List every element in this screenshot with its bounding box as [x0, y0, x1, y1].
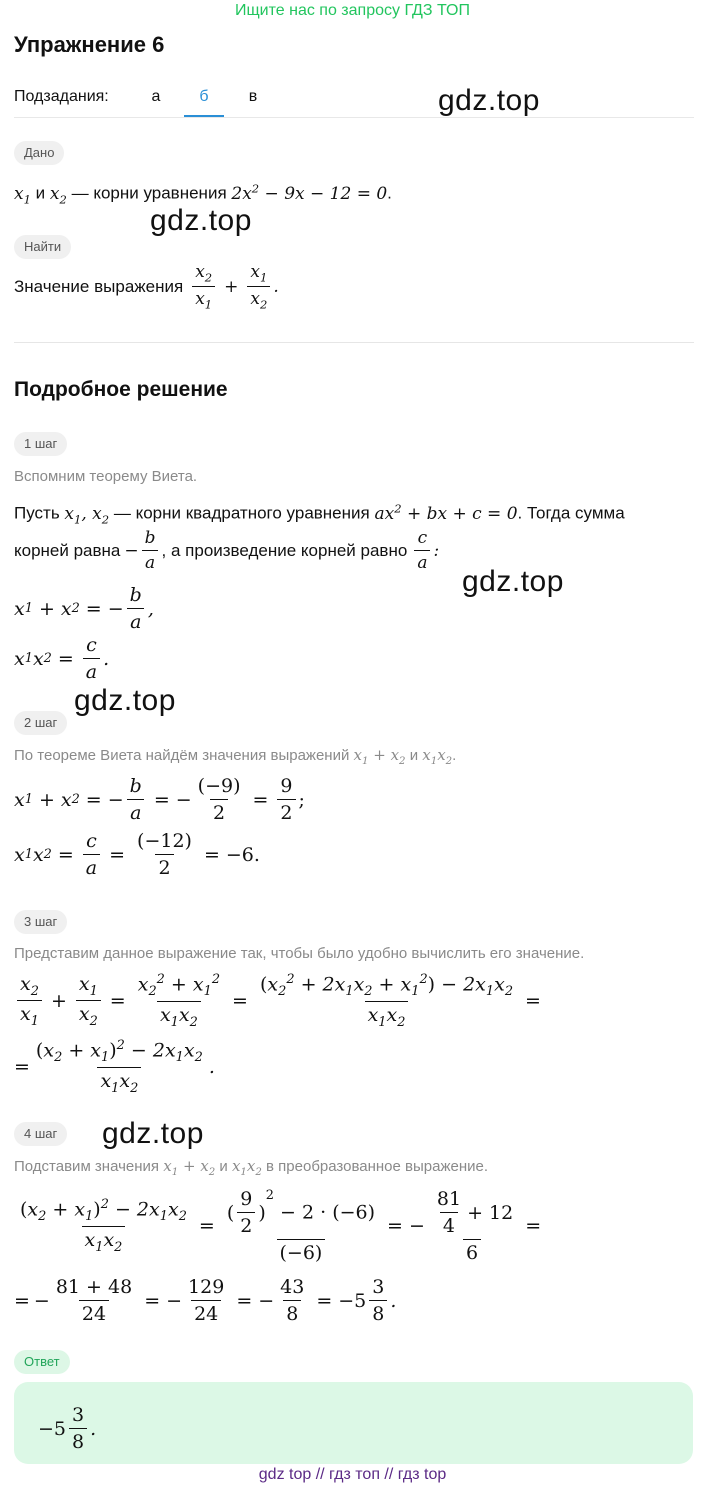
given-tag: Дано — [14, 141, 64, 165]
step-2-hint: По теореме Виета найдём значения выражений $x_1 + x_2$ и $x_1x_2$. — [14, 746, 457, 767]
top-banner: Ищите нас по запросу ГДЗ ТОП — [235, 2, 470, 19]
watermark: gdz.top — [150, 204, 252, 237]
find-description: Значение выражения — [14, 276, 184, 296]
substitution-line-2: = − $\frac{81 + 48}{24}$ = − $\frac{129}{24}$ = − $\frac{43}{8}$ = −5 $\frac{3}{8}$ . — [14, 1276, 397, 1325]
step-4-tag: 4 шаг — [14, 1122, 67, 1146]
answer-box — [14, 1382, 693, 1464]
step-1-line-1: Пусть $x_1$, $x_2$ — корни квадратного уравнения $ax^2$ + bx + c = 0. Тогда сумма — [14, 501, 625, 527]
step-1-hint: Вспомним теорему Виета. — [14, 468, 198, 485]
given-description: — корни уравнения — [71, 183, 227, 203]
solution-title: Подробное решение — [14, 378, 228, 401]
watermark: gdz.top — [462, 565, 564, 598]
step-1-tag: 1 шаг — [14, 432, 67, 456]
find-tag: Найти — [14, 235, 71, 259]
watermark: gdz.top — [74, 684, 176, 717]
watermark: gdz.top — [438, 84, 540, 117]
subtasks-label: Подзадания: — [14, 88, 109, 105]
product-calculation: x 1 x 2 = $\frac{c}{a}$ = $\frac{(-12)}{2}$ = −6. — [14, 830, 260, 879]
step-1-line-2: корней равна − $\frac{b}{a}$ , а произведение корней равно $\frac{c}{a}$ : — [14, 528, 440, 573]
section-divider — [14, 342, 694, 343]
answer-tag: Ответ — [14, 1350, 70, 1374]
subtask-tab-v[interactable]: в — [248, 88, 258, 105]
subtask-tab-a[interactable]: а — [151, 88, 161, 105]
step-3-tag: 3 шаг — [14, 910, 67, 934]
step-2-tag: 2 шаг — [14, 711, 67, 735]
substitution-line-1: $\frac{(x_2 + x_1)^2 - 2x_1x_2}{x_1x_2}$ = ( $\frac{9}{2}$ ) $^2$ − 2 · (−6) (−6) = − $\frac{81}{4}$ + 12 6 = — [20, 1188, 542, 1264]
page-title: Упражнение 6 — [14, 32, 165, 57]
sum-calculation: x 1 + x 2 = − $\frac{b}{a}$ = − $\frac{(-9)}{2}$ = $\frac{9}{2}$ ; — [14, 775, 305, 824]
find-text: Значение выражения $\frac{x_2}{x_1}$ + $\frac{x_1}{x_2}$ . — [14, 262, 279, 312]
step-3-hint: Представим данное выражение так, чтобы было удобно вычислить его значение. — [14, 945, 585, 962]
answer-value: −5 $\frac{3}{8}$ . — [38, 1404, 97, 1453]
subtask-tab-b[interactable]: б — [184, 84, 224, 117]
step-4-hint: Подставим значения $x_1 + x_2$ и $x_1x_2$ в преобразованное выражение. — [14, 1157, 489, 1178]
transform-line-1: $\frac{x_2}{x_1}$ + $\frac{x_1}{x_2}$ = $\frac{x_2^2 + x_1^2}{x_1x_2}$ = $\frac{(x_2^2 + 2x_1x_2 + x_1^2) - 2x_1x_2}{x_1x_2}$ = — [14, 972, 547, 1030]
watermark: gdz.top — [102, 1117, 204, 1150]
transform-line-2: = $\frac{(x_2 + x_1)^2 - 2x_1x_2}{x_1x_2}$ . — [14, 1038, 215, 1096]
footer-links[interactable]: gdz top // гдз топ // гдз top — [258, 1466, 447, 1483]
vieta-sum-formula: x 1 + x 2 = − $\frac{b}{a}$ , — [14, 584, 154, 633]
subtask-selector — [14, 84, 694, 118]
given-text: $x_1$ и $x_2$ — корни уравнения $2x^2 - 9x - 12 = 0$. — [14, 181, 392, 207]
vieta-product-formula: x 1 x 2 = $\frac{c}{a}$ . — [14, 634, 110, 683]
